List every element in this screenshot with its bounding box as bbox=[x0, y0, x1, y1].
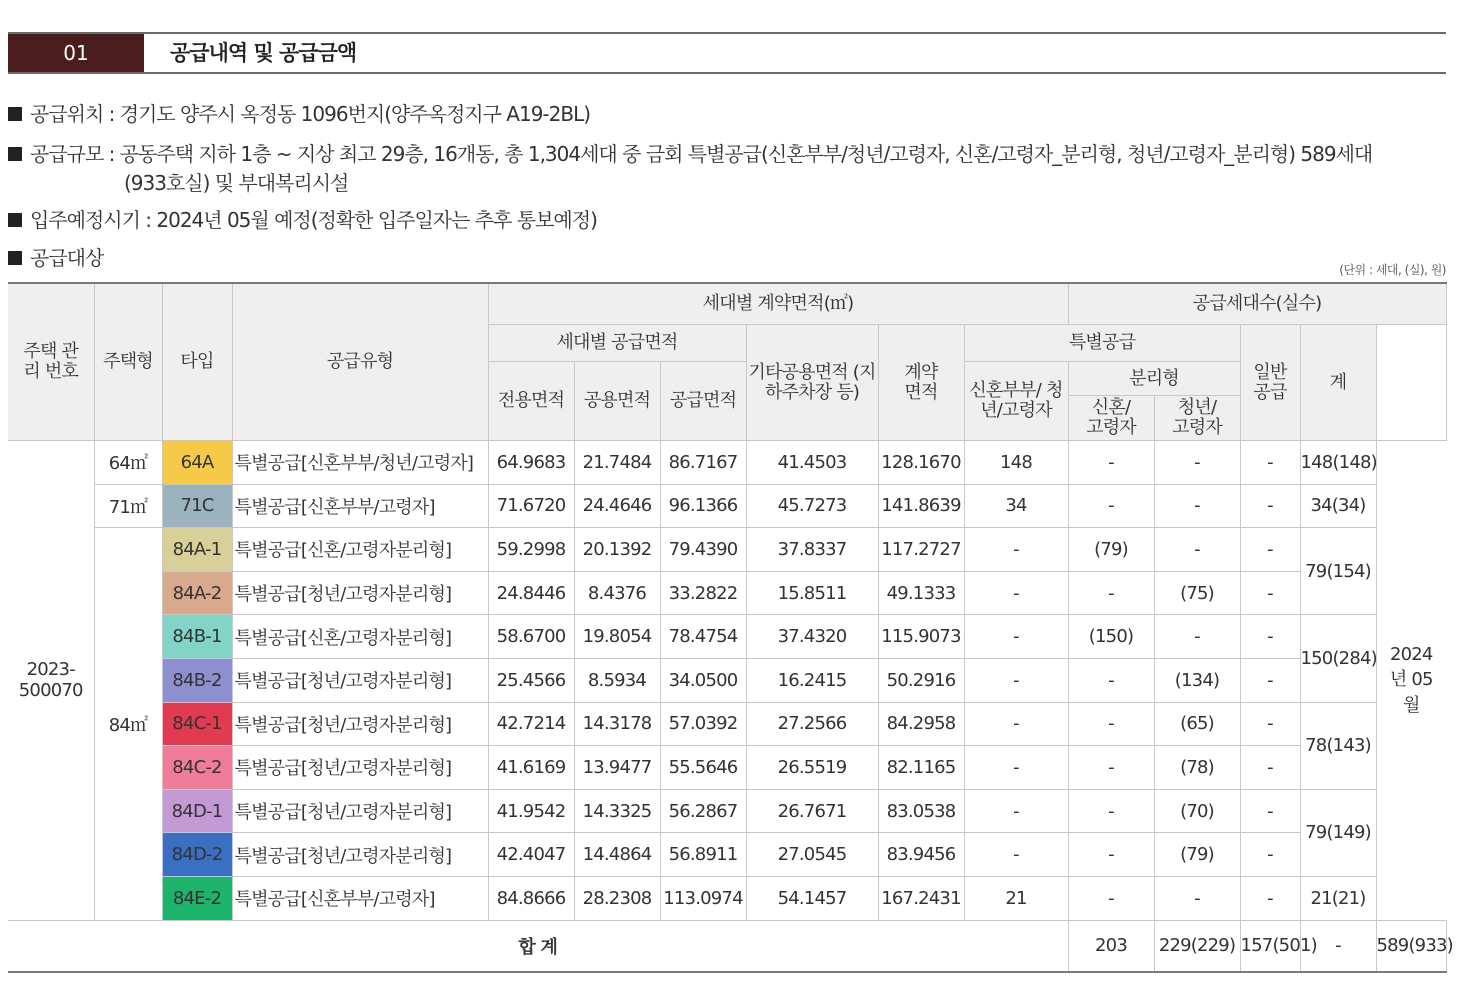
total-cell: 78(143) bbox=[1300, 702, 1376, 789]
type-badge: 84E-2 bbox=[162, 876, 232, 920]
general-cell: - bbox=[1240, 441, 1300, 485]
common-cell: 13.9477 bbox=[574, 746, 660, 790]
supply-type-cell: 특별공급[신혼부부/고령자] bbox=[232, 484, 488, 528]
table-body bbox=[8, 441, 1446, 921]
square-bullet-icon bbox=[8, 251, 22, 265]
contract-cell: 115.9073 bbox=[878, 615, 964, 659]
exclusive-cell: 25.4566 bbox=[488, 658, 574, 702]
total-cell: 34(34) bbox=[1300, 484, 1376, 528]
contract-cell: 83.9456 bbox=[878, 833, 964, 877]
exclusive-cell: 64.9683 bbox=[488, 441, 574, 485]
general-cell: - bbox=[1240, 484, 1300, 528]
footer-sep-newlywed: 229(229) bbox=[1154, 920, 1240, 972]
sep-nw-cell: (79) bbox=[1068, 528, 1154, 572]
table-row bbox=[8, 615, 1446, 659]
sep-youth-cell: - bbox=[1154, 441, 1240, 485]
contract-cell: 83.0538 bbox=[878, 789, 964, 833]
common-cell: 24.4646 bbox=[574, 484, 660, 528]
common-cell: 19.8054 bbox=[574, 615, 660, 659]
contract-cell: 141.8639 bbox=[878, 484, 964, 528]
other-cell: 27.0545 bbox=[746, 833, 878, 877]
header-house-type: 주택형 bbox=[94, 283, 162, 441]
other-cell: 15.8511 bbox=[746, 571, 878, 615]
common-cell: 14.3325 bbox=[574, 789, 660, 833]
newlywed-cell: - bbox=[964, 658, 1068, 702]
total-cell: 21(21) bbox=[1300, 876, 1376, 920]
contract-cell: 167.2431 bbox=[878, 876, 964, 920]
exclusive-cell: 59.2998 bbox=[488, 528, 574, 572]
sep-nw-cell: - bbox=[1068, 441, 1154, 485]
info-location-text: 공급위치 : 경기도 양주시 옥정동 1096번지(양주옥정지구 A19-2BL) bbox=[30, 102, 591, 126]
footer-label: 합 계 bbox=[8, 920, 1068, 972]
sep-youth-cell: - bbox=[1154, 528, 1240, 572]
supply-cell: 55.5646 bbox=[660, 746, 746, 790]
table-row bbox=[8, 789, 1446, 833]
contract-cell: 84.2958 bbox=[878, 702, 964, 746]
header-type: 타입 bbox=[162, 283, 232, 441]
square-bullet-icon bbox=[8, 147, 22, 161]
header-supply-type: 공급유형 bbox=[232, 283, 488, 441]
house-type-cell: 64㎡ bbox=[94, 441, 162, 485]
header-sep-newlywed: 신혼/ 고령자 bbox=[1068, 396, 1154, 441]
other-cell: 26.5519 bbox=[746, 746, 878, 790]
supply-type-cell: 특별공급[청년/고령자분리형] bbox=[232, 789, 488, 833]
supply-type-cell: 특별공급[신혼부부/청년/고령자] bbox=[232, 441, 488, 485]
header-supply-area: 공급면적 bbox=[660, 362, 746, 441]
newlywed-cell: 34 bbox=[964, 484, 1068, 528]
newlywed-cell: - bbox=[964, 833, 1068, 877]
general-cell: - bbox=[1240, 833, 1300, 877]
sep-youth-cell: (75) bbox=[1154, 571, 1240, 615]
general-cell: - bbox=[1240, 571, 1300, 615]
general-cell: - bbox=[1240, 746, 1300, 790]
exclusive-cell: 84.8666 bbox=[488, 876, 574, 920]
info-scale-line1: 공급규모 : 공동주택 지하 1층 ~ 지상 최고 29층, 16개동, 총 1,304세대 중 금회 특별공급(신혼부부/청년/고령자, 신혼/고령자_분리형, 청년/고령자_분리형) 589세대 bbox=[30, 142, 1373, 166]
supply-cell: 96.1366 bbox=[660, 484, 746, 528]
supply-cell: 34.0500 bbox=[660, 658, 746, 702]
header-newlywed: 신혼부부/ 청년/고령자 bbox=[964, 362, 1068, 441]
type-badge: 64A bbox=[162, 441, 232, 485]
house-type-cell: 84㎡ bbox=[94, 528, 162, 920]
exclusive-cell: 41.6169 bbox=[488, 746, 574, 790]
table-row bbox=[8, 876, 1446, 920]
section-header bbox=[8, 32, 1446, 74]
contract-cell: 117.2727 bbox=[878, 528, 964, 572]
total-cell: 79(149) bbox=[1300, 789, 1376, 876]
newlywed-cell: - bbox=[964, 702, 1068, 746]
other-cell: 41.4503 bbox=[746, 441, 878, 485]
sep-youth-cell: - bbox=[1154, 615, 1240, 659]
exclusive-cell: 71.6720 bbox=[488, 484, 574, 528]
info-target bbox=[8, 242, 103, 271]
table-row bbox=[8, 571, 1446, 615]
other-cell: 54.1457 bbox=[746, 876, 878, 920]
square-bullet-icon bbox=[8, 107, 22, 121]
common-cell: 8.5934 bbox=[574, 658, 660, 702]
general-cell: - bbox=[1240, 658, 1300, 702]
info-movein bbox=[8, 204, 597, 233]
header-contract-area: 세대별 계약면적(㎡) bbox=[488, 283, 1068, 325]
type-badge: 71C bbox=[162, 484, 232, 528]
type-badge: 84A-1 bbox=[162, 528, 232, 572]
supply-type-cell: 특별공급[신혼/고령자분리형] bbox=[232, 615, 488, 659]
footer-general: - bbox=[1300, 920, 1376, 972]
supply-type-cell: 특별공급[청년/고령자분리형] bbox=[232, 746, 488, 790]
total-cell: 79(154) bbox=[1300, 528, 1376, 615]
unit-note: (단위 : 세대, (실), 원) bbox=[1339, 263, 1446, 277]
mgmt-no-cell: 2023- 500070 bbox=[8, 441, 94, 921]
table-row bbox=[8, 441, 1446, 485]
table-row bbox=[8, 484, 1446, 528]
exclusive-cell: 58.6700 bbox=[488, 615, 574, 659]
info-location bbox=[8, 98, 590, 127]
table-row bbox=[8, 658, 1446, 702]
supply-cell: 79.4390 bbox=[660, 528, 746, 572]
header-total: 계 bbox=[1300, 325, 1376, 441]
header-units-group: 공급세대수(실수) bbox=[1068, 283, 1446, 325]
newlywed-cell: - bbox=[964, 571, 1068, 615]
sep-nw-cell: - bbox=[1068, 789, 1154, 833]
general-cell: - bbox=[1240, 789, 1300, 833]
supply-cell: 56.8911 bbox=[660, 833, 746, 877]
general-cell: - bbox=[1240, 702, 1300, 746]
footer-total: 589(933) bbox=[1376, 920, 1446, 972]
supply-cell: 57.0392 bbox=[660, 702, 746, 746]
supply-type-cell: 특별공급[신혼부부/고령자] bbox=[232, 876, 488, 920]
supply-type-cell: 특별공급[청년/고령자분리형] bbox=[232, 833, 488, 877]
sep-youth-cell: (78) bbox=[1154, 746, 1240, 790]
contract-cell: 50.2916 bbox=[878, 658, 964, 702]
sep-youth-cell: (70) bbox=[1154, 789, 1240, 833]
header-separated: 분리형 bbox=[1068, 362, 1240, 396]
footer-sep-youth: 157(501) bbox=[1240, 920, 1300, 972]
other-cell: 26.7671 bbox=[746, 789, 878, 833]
exclusive-cell: 42.7214 bbox=[488, 702, 574, 746]
common-cell: 8.4376 bbox=[574, 571, 660, 615]
other-cell: 45.7273 bbox=[746, 484, 878, 528]
house-type-cell: 71㎡ bbox=[94, 484, 162, 528]
exclusive-cell: 41.9542 bbox=[488, 789, 574, 833]
square-bullet-icon bbox=[8, 213, 22, 227]
type-badge: 84C-2 bbox=[162, 746, 232, 790]
table-row bbox=[8, 746, 1446, 790]
supply-table bbox=[8, 282, 1453, 973]
header-special: 특별공급 bbox=[964, 325, 1240, 362]
table-row bbox=[8, 702, 1446, 746]
sep-youth-cell: - bbox=[1154, 484, 1240, 528]
info-scale-line2: (933호실) 및 부대복리시설 bbox=[124, 171, 349, 195]
supply-type-cell: 특별공급[신혼/고령자분리형] bbox=[232, 528, 488, 572]
contract-cell: 82.1165 bbox=[878, 746, 964, 790]
type-badge: 84D-1 bbox=[162, 789, 232, 833]
contract-cell: 49.1333 bbox=[878, 571, 964, 615]
supply-cell: 113.0974 bbox=[660, 876, 746, 920]
table-row bbox=[8, 528, 1446, 572]
other-cell: 16.2415 bbox=[746, 658, 878, 702]
type-badge: 84D-2 bbox=[162, 833, 232, 877]
type-badge: 84B-2 bbox=[162, 658, 232, 702]
section-number: 01 bbox=[8, 34, 144, 72]
newlywed-cell: 21 bbox=[964, 876, 1068, 920]
type-badge: 84C-1 bbox=[162, 702, 232, 746]
section-title: 공급내역 및 공급금액 bbox=[170, 41, 357, 65]
sep-nw-cell: - bbox=[1068, 571, 1154, 615]
sep-youth-cell: (134) bbox=[1154, 658, 1240, 702]
newlywed-cell: - bbox=[964, 615, 1068, 659]
newlywed-cell: - bbox=[964, 789, 1068, 833]
general-cell: - bbox=[1240, 615, 1300, 659]
common-cell: 28.2308 bbox=[574, 876, 660, 920]
supply-type-cell: 특별공급[청년/고령자분리형] bbox=[232, 571, 488, 615]
info-target-text: 공급대상 bbox=[30, 246, 104, 270]
type-badge: 84A-2 bbox=[162, 571, 232, 615]
header-contract: 계약 면적 bbox=[878, 325, 964, 441]
general-cell: - bbox=[1240, 528, 1300, 572]
common-cell: 14.4864 bbox=[574, 833, 660, 877]
contract-cell: 128.1670 bbox=[878, 441, 964, 485]
exclusive-cell: 24.8446 bbox=[488, 571, 574, 615]
supply-cell: 56.2867 bbox=[660, 789, 746, 833]
sep-youth-cell: (79) bbox=[1154, 833, 1240, 877]
other-cell: 37.8337 bbox=[746, 528, 878, 572]
header-exclusive: 전용면적 bbox=[488, 362, 574, 441]
sep-youth-cell: (65) bbox=[1154, 702, 1240, 746]
sep-nw-cell: - bbox=[1068, 746, 1154, 790]
exclusive-cell: 42.4047 bbox=[488, 833, 574, 877]
sep-nw-cell: (150) bbox=[1068, 615, 1154, 659]
header-supply-area-group: 세대별 공급면적 bbox=[488, 325, 746, 362]
table-row bbox=[8, 833, 1446, 877]
sep-nw-cell: - bbox=[1068, 484, 1154, 528]
info-movein-text: 입주예정시기 : 2024년 05월 예정(정확한 입주일자는 추후 통보예정) bbox=[30, 208, 597, 232]
header-common: 공용면적 bbox=[574, 362, 660, 441]
supply-cell: 86.7167 bbox=[660, 441, 746, 485]
supply-type-cell: 특별공급[청년/고령자분리형] bbox=[232, 658, 488, 702]
other-cell: 27.2566 bbox=[746, 702, 878, 746]
movein-cell: 2024년 05월 bbox=[1376, 441, 1446, 921]
sep-youth-cell: - bbox=[1154, 876, 1240, 920]
footer-newlywed: 203 bbox=[1068, 920, 1154, 972]
info-scale-continued bbox=[124, 167, 348, 196]
info-scale bbox=[8, 138, 1372, 167]
total-cell: 148(148) bbox=[1300, 441, 1376, 485]
header-other-common: 기타공용면적 (지하주차장 등) bbox=[746, 325, 878, 441]
header-general: 일반 공급 bbox=[1240, 325, 1300, 441]
newlywed-cell: - bbox=[964, 528, 1068, 572]
sep-nw-cell: - bbox=[1068, 702, 1154, 746]
general-cell: - bbox=[1240, 876, 1300, 920]
supply-type-cell: 특별공급[청년/고령자분리형] bbox=[232, 702, 488, 746]
newlywed-cell: 148 bbox=[964, 441, 1068, 485]
newlywed-cell: - bbox=[964, 746, 1068, 790]
supply-cell: 78.4754 bbox=[660, 615, 746, 659]
header-mgmt-no: 주택 관리 번호 bbox=[8, 283, 94, 441]
sep-nw-cell: - bbox=[1068, 658, 1154, 702]
sep-nw-cell: - bbox=[1068, 833, 1154, 877]
type-badge: 84B-1 bbox=[162, 615, 232, 659]
common-cell: 20.1392 bbox=[574, 528, 660, 572]
other-cell: 37.4320 bbox=[746, 615, 878, 659]
common-cell: 14.3178 bbox=[574, 702, 660, 746]
total-cell: 150(284) bbox=[1300, 615, 1376, 702]
supply-cell: 33.2822 bbox=[660, 571, 746, 615]
common-cell: 21.7484 bbox=[574, 441, 660, 485]
sep-nw-cell: - bbox=[1068, 876, 1154, 920]
header-sep-youth: 청년/ 고령자 bbox=[1154, 396, 1240, 441]
